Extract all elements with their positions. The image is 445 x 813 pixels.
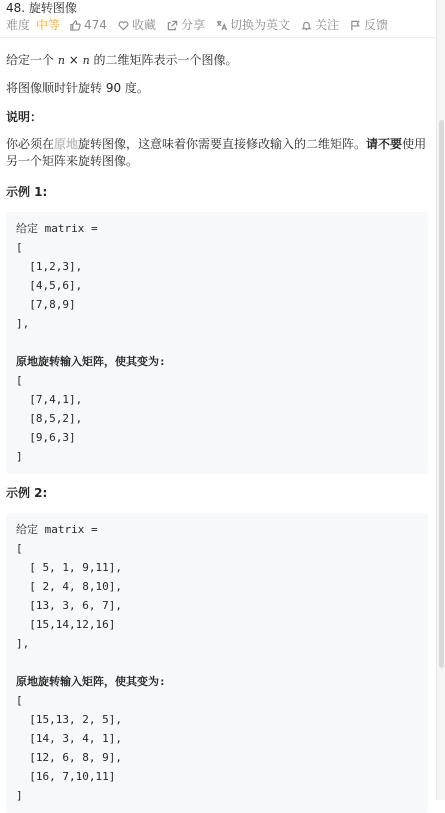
feedback-button[interactable] xyxy=(350,17,388,33)
code-line: [13, 3, 6, 7], xyxy=(16,599,122,612)
example-2-heading: 示例 2: xyxy=(6,486,48,500)
description-paragraph-2: 将图像顺时针旋转 90 度。 xyxy=(6,81,149,95)
note-text-b: 旋转图像，这意味着你需要直接修改输入的二维矩阵。 xyxy=(78,137,367,151)
problem-title: 48. 旋转图像 xyxy=(6,1,77,15)
difficulty-label: 难度 xyxy=(6,18,31,32)
note-text-c: 使用另一个矩阵来旋转图像。 xyxy=(6,137,427,168)
math-n-2: n xyxy=(82,54,90,67)
p1-suffix: 的二维矩阵表示一个图像。 xyxy=(89,53,238,67)
bell-icon xyxy=(301,20,312,31)
code-line: [ xyxy=(16,694,23,707)
flag-icon xyxy=(350,20,361,31)
code-line: [ xyxy=(16,542,23,555)
like-button[interactable] xyxy=(70,17,107,33)
code-line: [ 2, 4, 8,10], xyxy=(16,580,122,593)
follow-label: 关注 xyxy=(314,18,339,32)
translate-icon xyxy=(216,20,227,31)
code-line: [7,4,1], xyxy=(16,393,83,406)
code-line: [4,5,6], xyxy=(16,279,83,292)
note-paragraph xyxy=(6,136,430,170)
feedback-label: 反馈 xyxy=(364,18,389,32)
vertical-scrollbar[interactable] xyxy=(436,0,445,800)
favorite-button[interactable] xyxy=(118,17,156,33)
code-line: ], xyxy=(16,637,30,650)
code-line: 给定 matrix = xyxy=(16,222,98,235)
example-2-code-block xyxy=(6,513,428,813)
heart-icon xyxy=(118,20,129,31)
code-line: [16, 7,10,11] xyxy=(16,770,116,783)
note-bold-warning: 请不要 xyxy=(366,137,403,151)
code-line: ] xyxy=(16,450,23,463)
example-1-code-block xyxy=(6,212,428,474)
header-divider xyxy=(0,37,437,38)
code-line: [7,8,9] xyxy=(16,298,76,311)
code-line: [15,14,12,16] xyxy=(16,618,116,631)
code-line: [12, 6, 8, 9], xyxy=(16,751,122,764)
description-paragraph-1 xyxy=(6,52,238,69)
code-line: [15,13, 2, 5], xyxy=(16,713,122,726)
code-line: 原地旋转输入矩阵，使其变为: xyxy=(16,355,166,368)
note-text-a: 你必须在 xyxy=(6,137,55,151)
note-heading: 说明： xyxy=(6,110,43,124)
share-icon xyxy=(167,20,178,31)
follow-button[interactable] xyxy=(301,17,339,33)
code-line: 给定 matrix = xyxy=(16,523,98,536)
times-symbol: × xyxy=(64,53,83,67)
favorite-label: 收藏 xyxy=(131,18,156,32)
p1-prefix: 给定一个 xyxy=(6,53,58,67)
code-line: [9,6,3] xyxy=(16,431,76,444)
code-line: ], xyxy=(16,317,30,330)
thumbs-up-icon xyxy=(70,20,81,31)
code-line: [1,2,3], xyxy=(16,260,83,273)
code-line: [ xyxy=(16,241,23,254)
code-line: [14, 3, 4, 1], xyxy=(16,732,122,745)
share-label: 分享 xyxy=(180,18,205,32)
switch-language-button[interactable] xyxy=(216,17,290,33)
difficulty-badge: 中等 xyxy=(36,18,61,32)
code-line: [ xyxy=(16,374,23,387)
example-1-heading: 示例 1: xyxy=(6,185,48,199)
like-count: 474 xyxy=(84,18,107,32)
math-n-1: n xyxy=(57,54,65,67)
share-button[interactable] xyxy=(167,17,205,33)
scrollbar-thumb[interactable] xyxy=(439,120,444,668)
code-line: [ 5, 1, 9,11], xyxy=(16,561,122,574)
code-line: [8,5,2], xyxy=(16,412,83,425)
code-line: ] xyxy=(16,789,23,802)
code-line: 原地旋转输入矩阵，使其变为: xyxy=(16,675,166,688)
in-place-highlight: 原地 xyxy=(54,137,79,151)
problem-meta-bar xyxy=(6,16,399,34)
switch-language-label: 切换为英文 xyxy=(229,18,290,32)
